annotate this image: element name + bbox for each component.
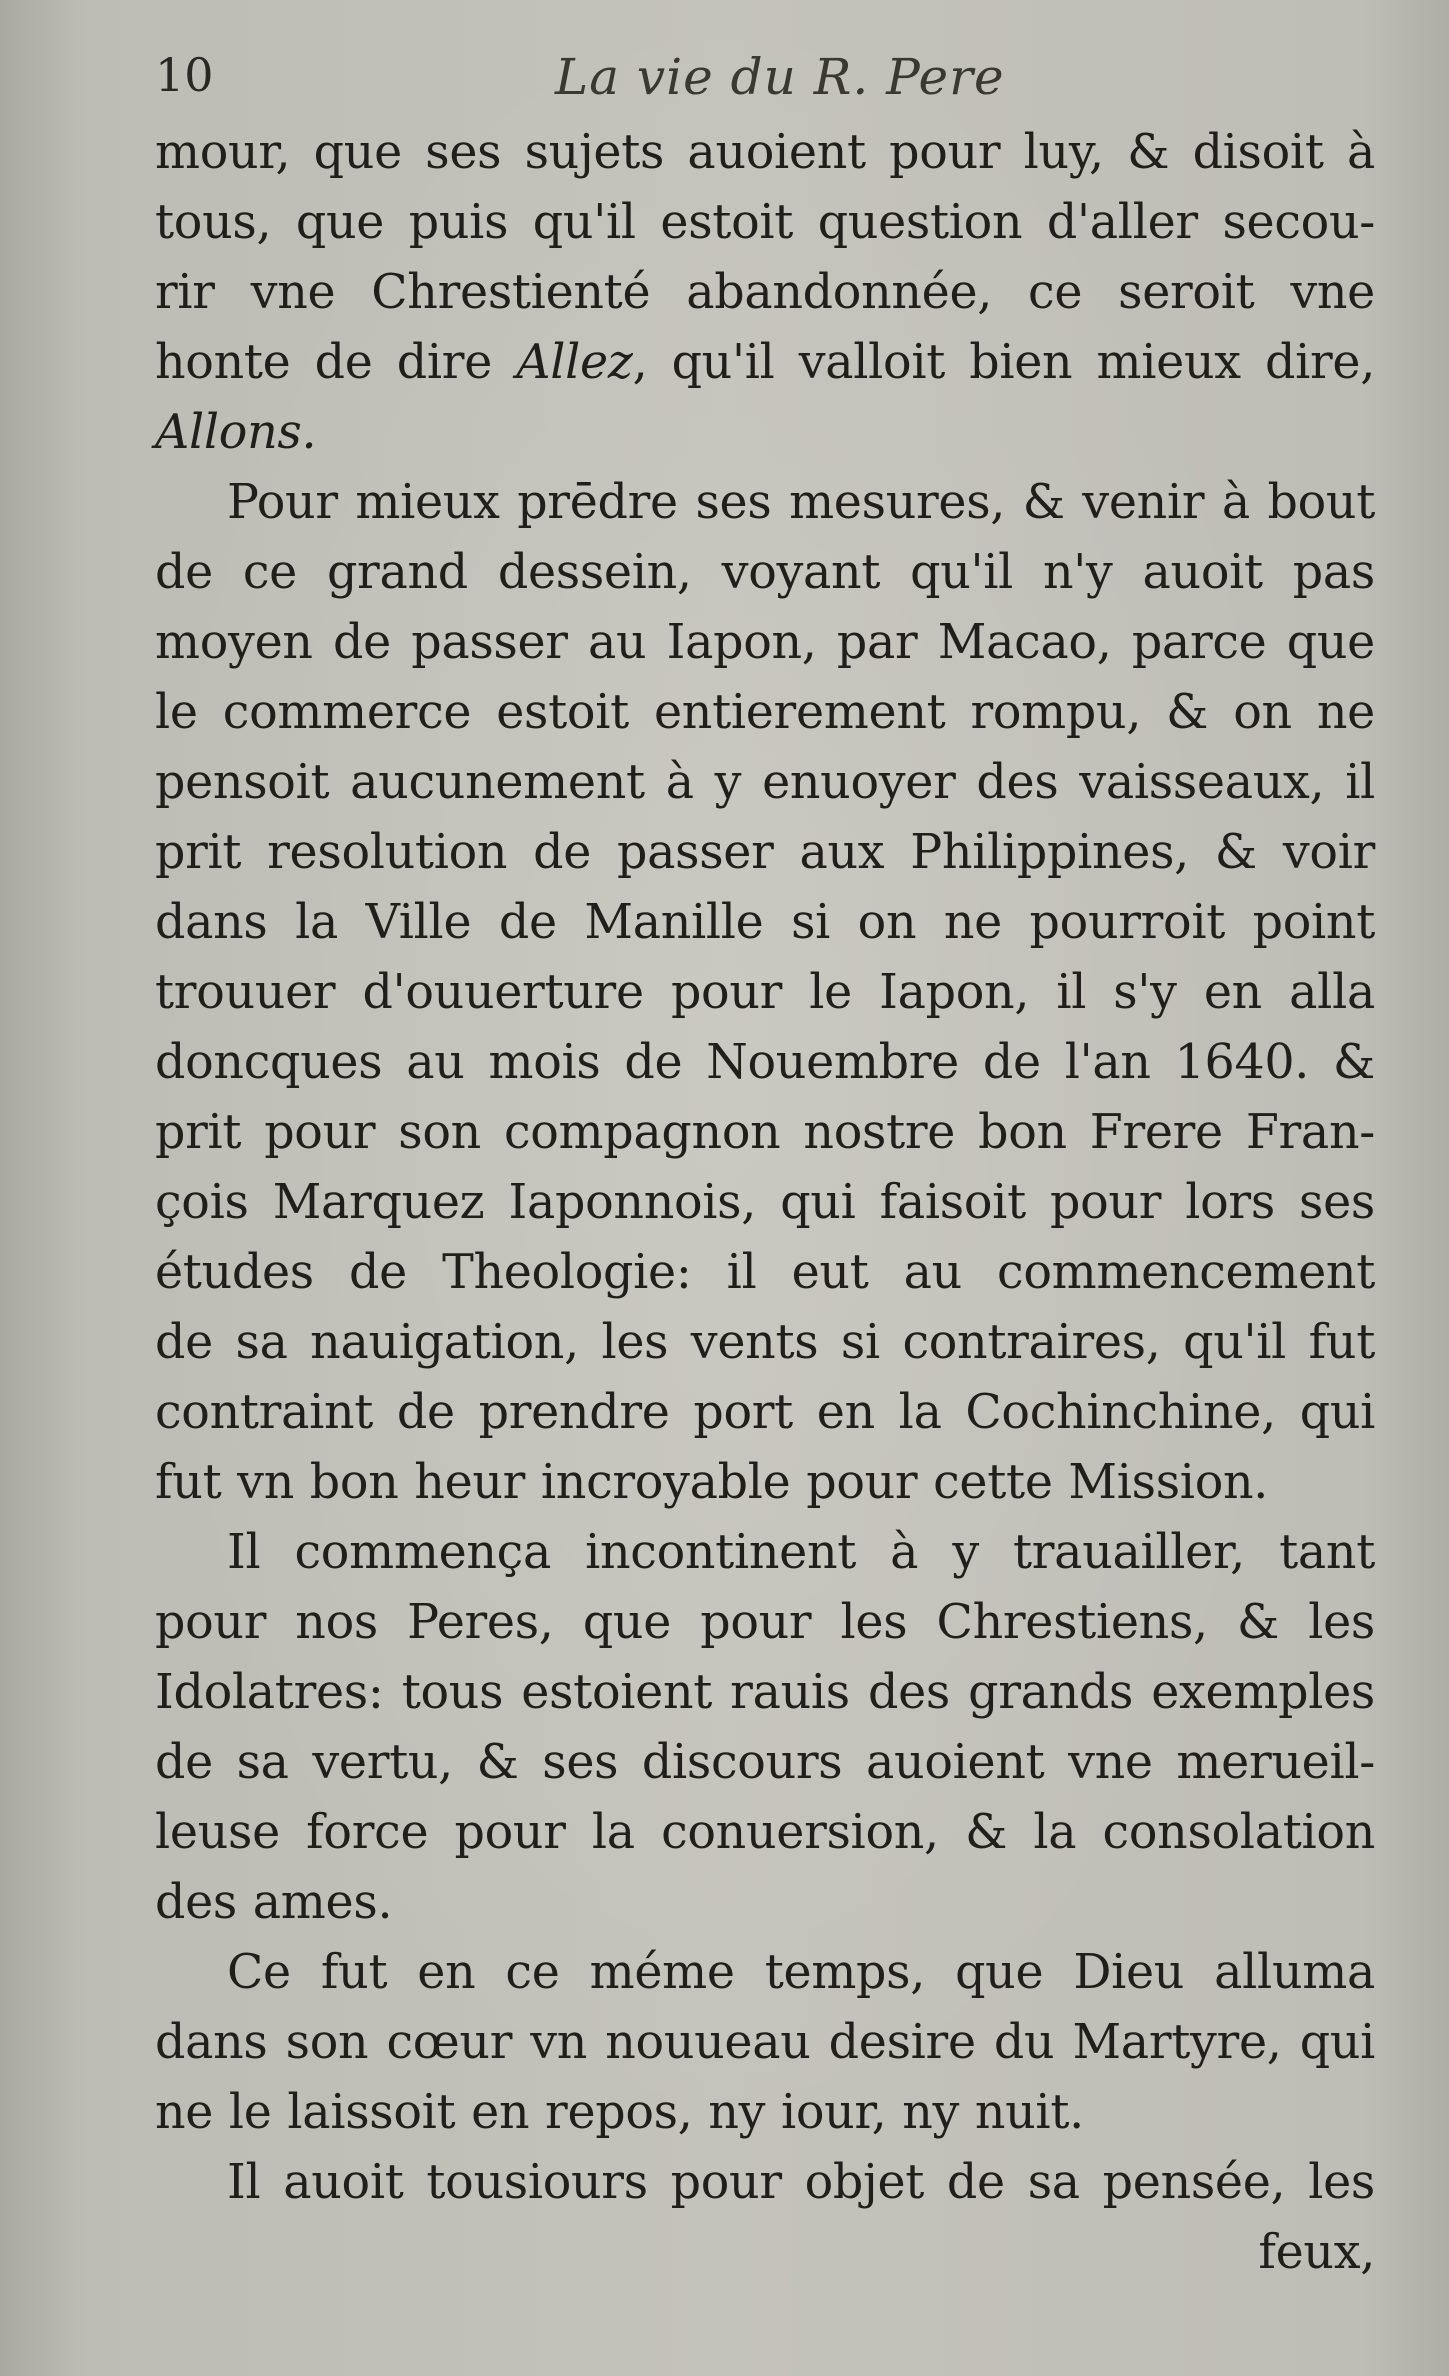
text-line: pour nos Peres, que pour les Chrestiens, & les [155, 1595, 1375, 1650]
text-line: çois Marquez Iaponnois, qui faisoit pour lors ses [155, 1175, 1375, 1230]
text-line: moyen de passer au Iapon, par Macao, parce que [155, 615, 1375, 670]
text-line: le commerce estoit entierement rompu, & on ne [155, 685, 1375, 740]
text-line [155, 398, 1375, 468]
text-line: ne le laissoit en repos, ny iour, ny nuit. [155, 2085, 1084, 2140]
running-title: La vie du R. Pere [555, 48, 1005, 106]
text-line [155, 328, 1375, 398]
text-line: de sa vertu, & ses discours auoient vne merueil- [155, 1735, 1375, 1790]
italic-word: Allons. [155, 405, 317, 460]
text-line: fut vn bon heur incroyable pour cette Mission. [155, 1455, 1269, 1510]
paragraph-start-line: Il auoit tousiours pour objet de sa pensée, les [227, 2155, 1375, 2210]
text-line: mour, que ses sujets auoient pour luy, & disoit à [155, 125, 1375, 180]
text-line: études de Theologie: il eut au commencement [155, 1245, 1375, 1300]
text-line: tous, que puis qu'il estoit question d'aller secou- [155, 195, 1375, 250]
text-line: trouuer d'ouuerture pour le Iapon, il s'y en alla [155, 965, 1375, 1020]
paragraph-start-line: Pour mieux prēdre ses mesures, & venir à bout [227, 475, 1375, 530]
paragraph-start-line: Il commença incontinent à y trauailler, tant [227, 1525, 1375, 1580]
text-line: prit resolution de passer aux Philippines, & voir [155, 825, 1375, 880]
text-line: rir vne Chrestienté abandonnée, ce seroit vne [155, 265, 1375, 320]
text-segment: , qu'il valloit bien mieux dire, [632, 335, 1375, 390]
text-line: pensoit aucunement à y enuoyer des vaisseaux, il [155, 755, 1375, 810]
text-line: dans son cœur vn nouueau desire du Martyre, qui [155, 2015, 1375, 2070]
page-header [155, 48, 1375, 118]
text-segment: honte de dire [155, 335, 517, 390]
text-line: dans la Ville de Manille si on ne pourroit point [155, 895, 1375, 950]
text-line: leuse force pour la conuersion, & la consolation [155, 1805, 1375, 1860]
body-text [155, 118, 1375, 2288]
text-line: doncques au mois de Nouembre de l'an 1640. & [155, 1035, 1375, 1090]
text-line: de sa nauigation, les vents si contraires, qu'il fut [155, 1315, 1375, 1370]
page-number: 10 [155, 48, 214, 102]
text-line: des ames. [155, 1875, 393, 1930]
text-line: prit pour son compagnon nostre bon Frere Fran- [155, 1105, 1375, 1160]
text-line: de ce grand dessein, voyant qu'il n'y auoit pas [155, 545, 1375, 600]
text-line: contraint de prendre port en la Cochinchine, qui [155, 1385, 1375, 1440]
text-line: Idolatres: tous estoient rauis des grands exemples [155, 1665, 1375, 1720]
paragraph-start-line: Ce fut en ce méme temps, que Dieu alluma [227, 1945, 1375, 2000]
italic-word: Allez [516, 335, 633, 390]
catchword: feux, [1258, 2225, 1375, 2280]
